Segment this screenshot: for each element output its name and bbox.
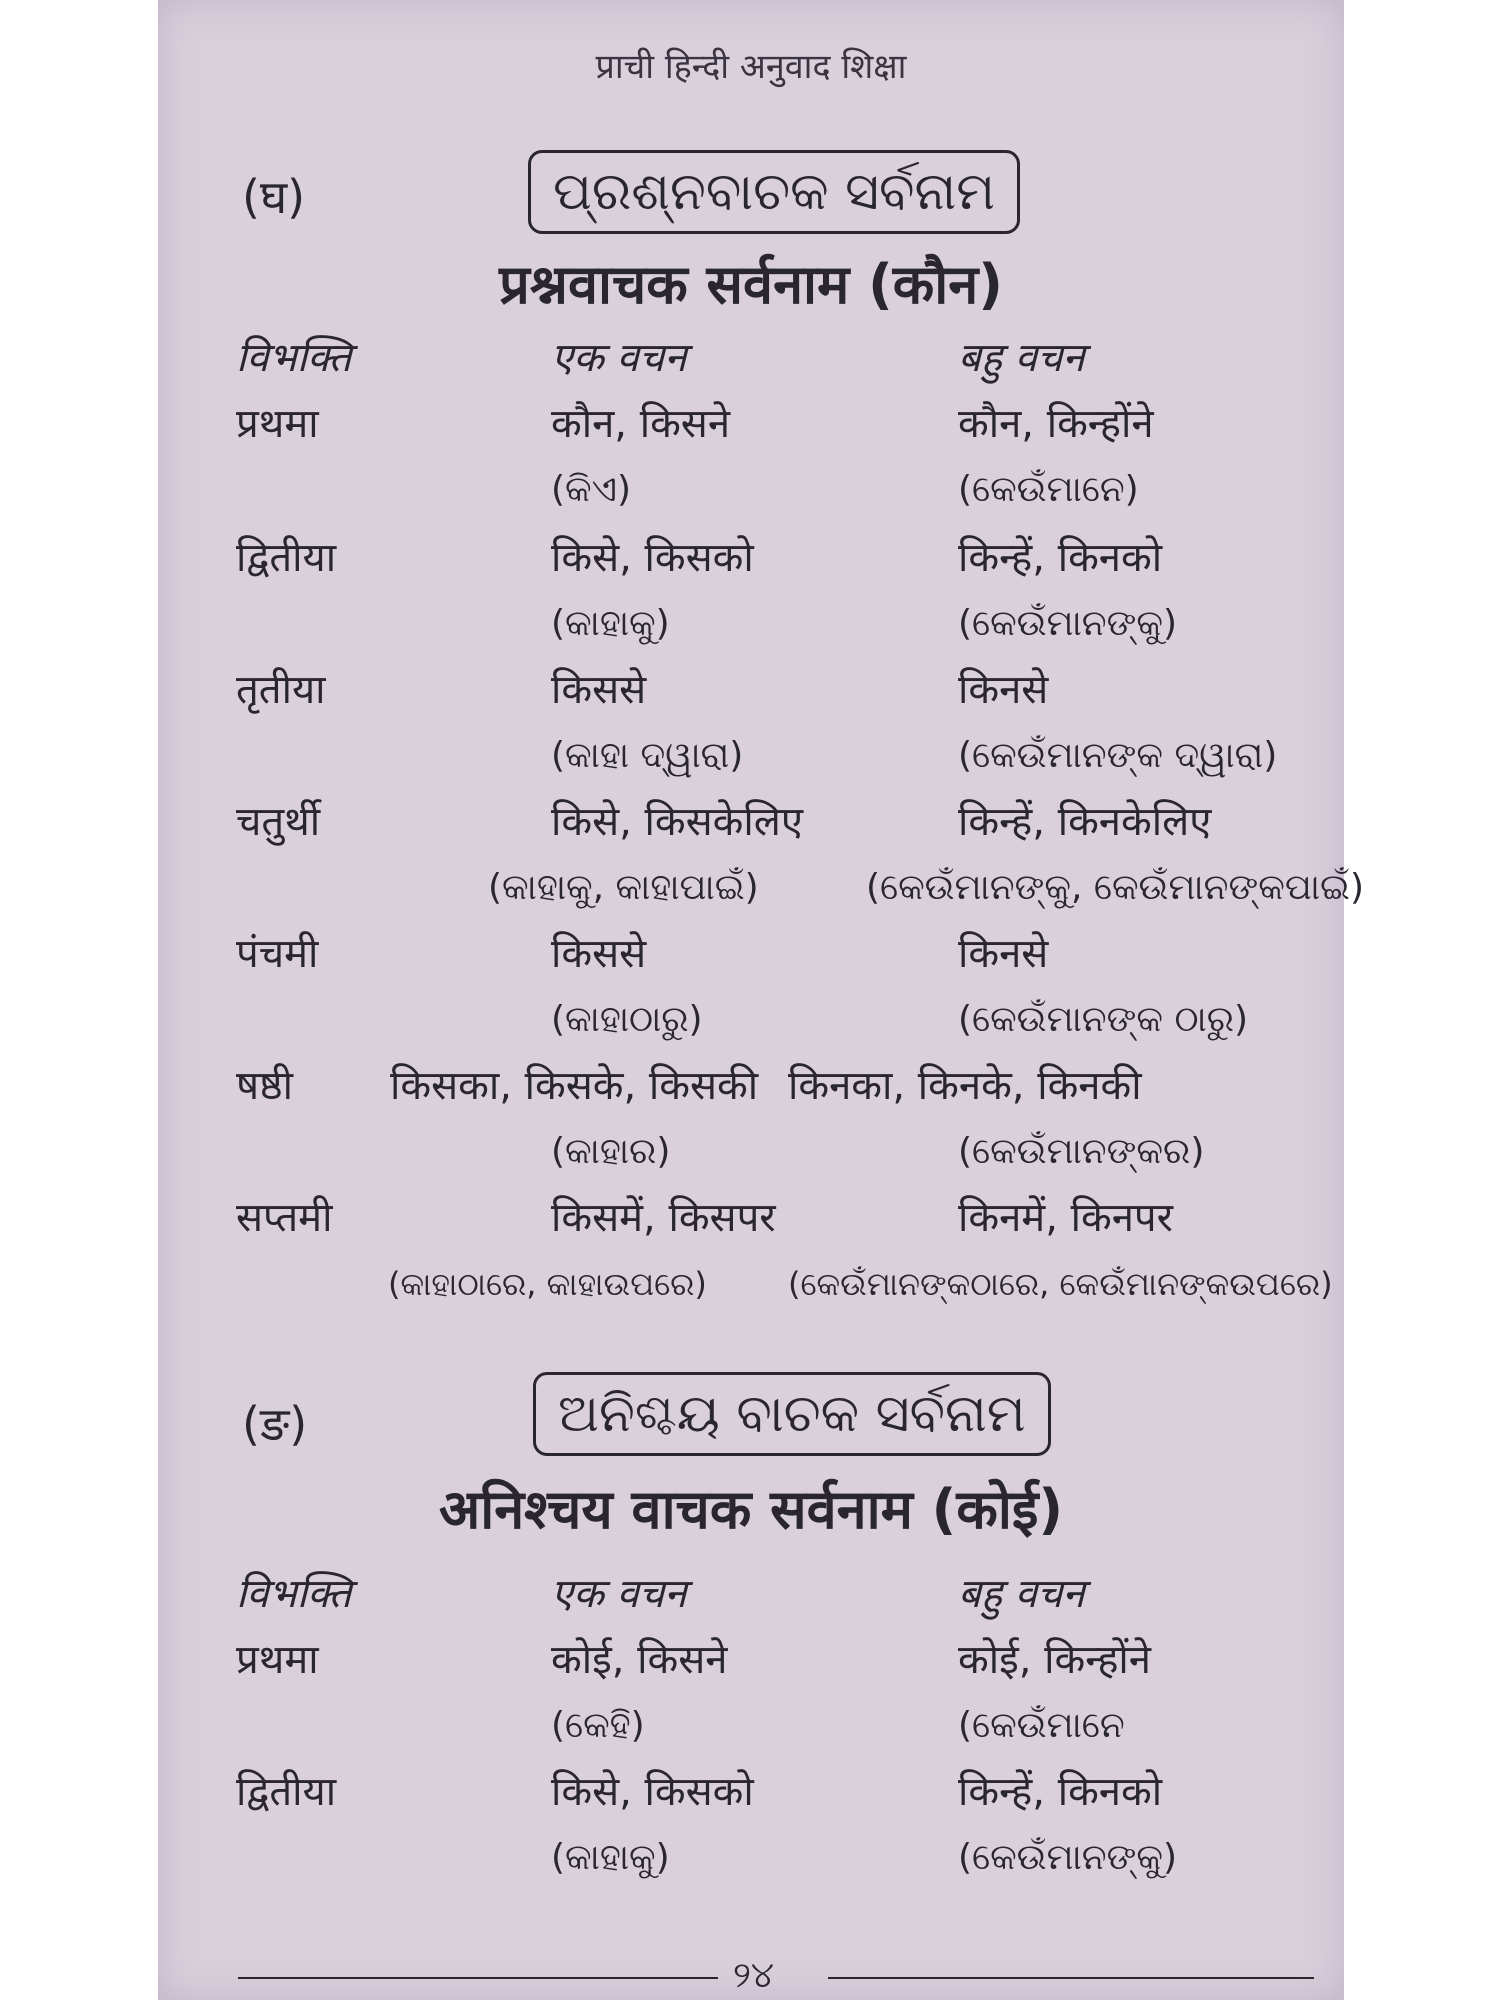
section-gha-boxed-title: ପ୍ରଶ୍ନବାଚକ ସର୍ବନାମ [528, 150, 1020, 234]
singular-odia-gloss: (କାହାର) [551, 1131, 671, 1172]
page-footer [238, 1955, 1314, 1995]
table-row [158, 1632, 1344, 1696]
odia-gloss-row [158, 1698, 1344, 1762]
plural-form: किन्हें, किनको [958, 1769, 1163, 1815]
header-case: विभक्ति [236, 1571, 352, 1617]
singular-form: किसे, किसको [551, 535, 754, 581]
singular-odia-gloss: (କାହାକୁ) [551, 1837, 670, 1878]
singular-form: किसका, किसके, किसकी [390, 1063, 759, 1109]
singular-form: किसे, किसको [551, 1769, 754, 1815]
singular-form: कोई, किसने [551, 1637, 728, 1683]
table-row [158, 1190, 1344, 1254]
book-page [158, 0, 1365, 2000]
case-name: सप्तमी [236, 1195, 333, 1241]
odia-gloss-row [158, 1256, 1344, 1320]
singular-form: किसमें, किसपर [551, 1195, 776, 1241]
case-name: चतुर्थी [236, 799, 321, 845]
table-row [158, 1764, 1344, 1828]
singular-form: कौन, किसने [551, 401, 731, 447]
plural-odia-gloss: (କେଉଁମାନଙ୍କୁ) [958, 1837, 1178, 1878]
header-case: विभक्ति [236, 335, 352, 381]
table-header [158, 1566, 1344, 1630]
plural-odia-gloss: (କେଉଁମାନଙ୍କଠାରେ, କେଉଁମାନଙ୍କଉପରେ) [788, 1265, 1333, 1303]
odia-gloss-row [158, 462, 1344, 526]
case-name: प्रथमा [236, 401, 319, 447]
singular-odia-gloss: (କାହାଠାରୁ) [551, 999, 703, 1040]
odia-gloss-row [158, 1124, 1344, 1188]
odia-gloss-row [158, 728, 1344, 792]
plural-form: किनसे [958, 667, 1049, 713]
case-name: प्रथमा [236, 1637, 319, 1683]
plural-form: किनसे [958, 931, 1049, 977]
singular-odia-gloss: (କାହାକୁ, କାହାପାଇଁ) [488, 867, 759, 908]
case-name: पंचमी [236, 931, 319, 977]
case-name: द्वितीया [236, 535, 337, 581]
plural-odia-gloss: (କେଉଁମାନଙ୍କର) [958, 1131, 1205, 1172]
plural-form: कोई, किन्होंने [958, 1637, 1151, 1683]
plural-form: कौन, किन्होंने [958, 401, 1154, 447]
plural-odia-gloss: (କେଉଁମାନଙ୍କ ଠାରୁ) [958, 999, 1249, 1040]
header-plural: बहु वचन [958, 335, 1085, 381]
plural-odia-gloss: (କେଉଁମାନଙ୍କ ଦ୍ୱାରା) [958, 735, 1278, 776]
odia-gloss-row [158, 992, 1344, 1056]
page-number: ୨୪ [733, 1955, 775, 1996]
odia-gloss-row [158, 596, 1344, 660]
plural-form: किनका, किनके, किनकी [788, 1063, 1142, 1109]
plural-form: किन्हें, किनकेलिए [958, 799, 1212, 845]
singular-odia-gloss: (କେହି) [551, 1705, 645, 1746]
plural-odia-gloss: (କେଉଁମାନଙ୍କୁ, କେଉଁମାନଙ୍କପାଇଁ) [866, 867, 1365, 908]
table-row [158, 662, 1344, 726]
table-row [158, 530, 1344, 594]
plural-odia-gloss: (କେଉଁମାନଙ୍କୁ) [958, 603, 1178, 644]
running-head: प्राची हिन्दी अनुवाद शिक्षा [595, 47, 907, 87]
footer-rule-left [238, 1977, 718, 1979]
section-mark-gha: (घ) [242, 170, 306, 224]
header-singular: एक वचन [551, 1571, 687, 1617]
singular-form: किससे [551, 931, 647, 977]
table-row [158, 396, 1344, 460]
table-row [158, 794, 1344, 858]
singular-form: किससे [551, 667, 647, 713]
singular-odia-gloss: (କାହା ଦ୍ୱାରା) [551, 735, 744, 776]
section-gha-hindi-title: प्रश्नवाचक सर्वनाम (कौन) [499, 253, 1003, 316]
footer-rule-right [828, 1977, 1314, 1979]
section-mark-nga: (ङ) [242, 1397, 308, 1451]
case-name: तृतीया [236, 667, 326, 713]
singular-odia-gloss: (କାହାଠାରେ, କାହାଉପରେ) [388, 1265, 707, 1303]
header-plural: बहु वचन [958, 1571, 1085, 1617]
odia-gloss-row [158, 860, 1365, 924]
table-header [158, 330, 1344, 394]
plural-odia-gloss: (କେଉଁମାନେ [958, 1705, 1125, 1746]
plural-odia-gloss: (କେଉଁମାନେ) [958, 469, 1139, 510]
header-singular: एक वचन [551, 335, 687, 381]
table-row [158, 926, 1344, 990]
singular-odia-gloss: (କିଏ) [551, 469, 632, 510]
section-nga-hindi-title: अनिश्चय वाचक सर्वनाम (कोई) [438, 1478, 1064, 1541]
singular-odia-gloss: (କାହାକୁ) [551, 603, 670, 644]
table-row [158, 1058, 1344, 1122]
plural-form: किनमें, किनपर [958, 1195, 1173, 1241]
singular-form: किसे, किसकेलिए [551, 799, 803, 845]
case-name: द्वितीया [236, 1769, 337, 1815]
section-nga-boxed-title: ଅନିଶ୍ଚୟ ବାଚକ ସର୍ବନାମ [533, 1372, 1051, 1456]
case-name: षष्ठी [236, 1063, 294, 1109]
odia-gloss-row [158, 1830, 1344, 1894]
plural-form: किन्हें, किनको [958, 535, 1163, 581]
